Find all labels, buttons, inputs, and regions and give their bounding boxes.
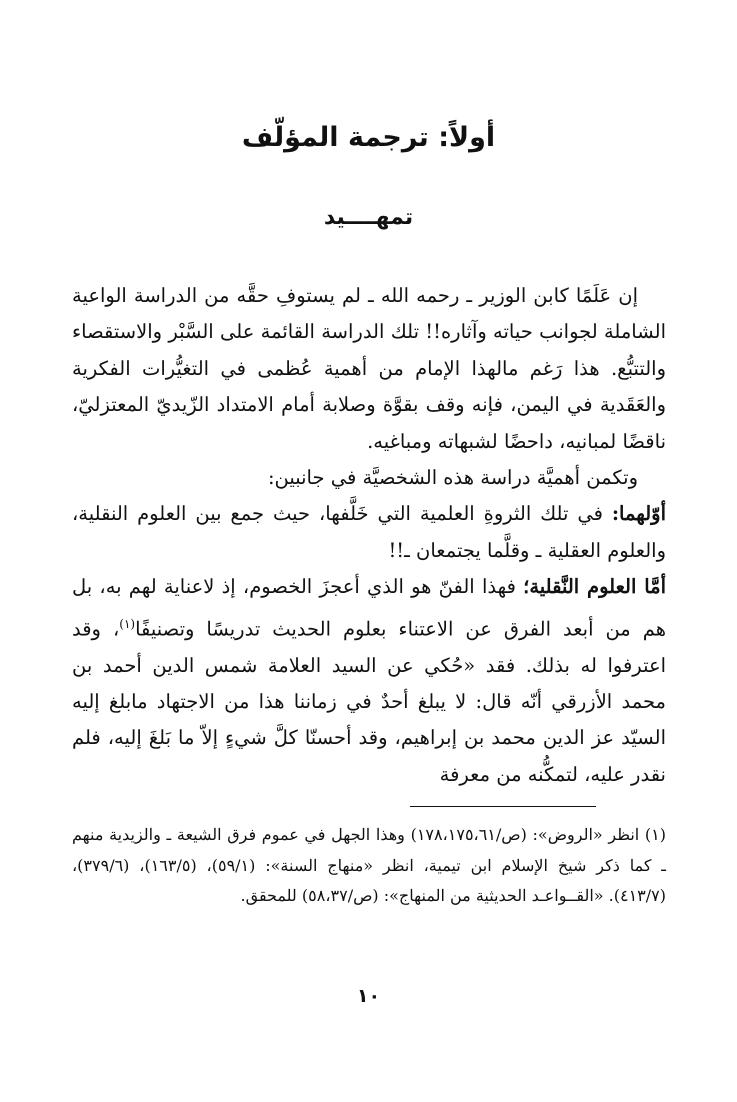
first-aspect-label: أوّلهما: (611, 502, 666, 526)
transmitted-sciences-label: أمَّا العلوم النَّقلية؛ (523, 575, 667, 599)
footnote-reference[interactable]: (١) (119, 616, 136, 631)
chapter-title: أولاً: ترجمة المؤلّف (241, 122, 496, 153)
footnotes (72, 820, 666, 912)
paragraph-intro: إن عَلَمًا كابن الوزير ـ رحمه الله ـ لم يستوفِ حقَّه من الدراسة الواعية الشاملة لجوانب حياته وآثاره!! تلك الدراسة القائمة على السَّبْر والاستقصاء والتتبُّع. هذا رَغم مالهذا الإمام من أهمية عُظمى في التغيُّرات الفكرية والعَقَدية في اليمن، فإنه وقف بقوَّة وصلابة أمام الامتداد الزّيديّ المعتزليّ، ناقضًا لمبانيه، داحضًا لشبهاته ومباغيه. (72, 284, 666, 453)
transmitted-sciences-text-continued: ، وقد اعترفوا له بذلك. فقد «حُكي عن السيد العلامة شمس الدين أحمد بن محمد الأزرقي أنّه قال: لا يبلغ أحدٌ في زماننا هذا من الاجتهاد مابلغ إليه السيّد عز الدين محمد بن إبراهيم، وقد أحسنّا كلَّ شيءٍ إلاّ ما بَلغَ إليه، فلم نقدر عليه، لتمكُّنه من معرفة (72, 617, 667, 786)
page-number: ١٠ (356, 985, 381, 1007)
footnote-text: انظر «الروض»: (ص/١٧٨،١٧٥،٦١) وهذا الجهل في عموم فرق الشيعة ـ والزيدية منهم ـ كما ذكر شيخ الإسلام ابن تيمية، انظر «منهاج السنة»: (٥٩/١)، (١٦٣/٥)، (٣٧٩/٦)، (٤١٣/٧). «القــواعـد الحديثية من المنهاج»: (ص/٥٨،٣٧) للمحقق. (72, 825, 666, 905)
main-text (72, 278, 666, 793)
footnote-item (72, 820, 666, 912)
paragraph-two-aspects: وتكمن أهميَّة دراسة هذه الشخصيَّة في جانبين: (267, 466, 638, 490)
paragraph-transmitted-sciences (72, 569, 666, 793)
first-aspect-text: في تلك الثروةِ العلمية التي خَلَّفها، حيث جمع بين العلوم النقلية، والعلوم العقلية ـ وقلَّما يجتمعان ـ!! (72, 502, 666, 562)
footnote-number: (١) (644, 825, 666, 844)
transmitted-sciences-text: فهذا الفنّ هو الذي أعجزَ الخصوم، إذ لاعناية لهم به، بل هم من أبعد الفرق عن الاعتناء بعلوم الحديث تدريسًا وتصنيفًا (72, 575, 667, 641)
footnote-divider (410, 806, 596, 807)
section-title: تمهــــيد (323, 205, 414, 230)
paragraph-first-aspect (72, 496, 666, 569)
